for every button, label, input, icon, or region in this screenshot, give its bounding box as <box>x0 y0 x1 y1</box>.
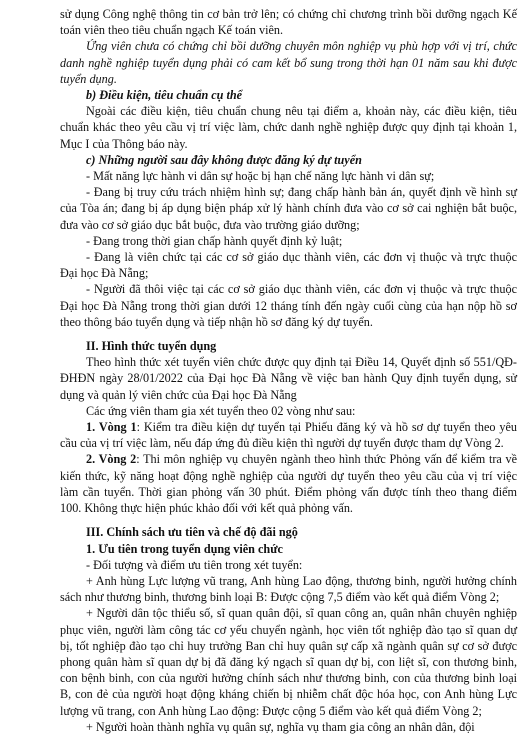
list-item-c4: - Đang là viên chức tại các cơ sở giáo dục thành viên, các đơn vị thuộc và trực thuộc Đại học Đà Nẵng; <box>60 250 517 281</box>
heading-section-ii: II. Hình thức tuyển dụng <box>86 339 217 354</box>
paragraph-continuation: sử dụng Công nghệ thông tin cơ bản trở lên; có chứng chỉ chương trình bồi dưỡng ngạch Kế toán viên theo tiêu chuẩn ngạch Kế toán viên. <box>60 7 517 38</box>
priority-intro: - Đối tượng và điểm ưu tiên trong xét tuyển: <box>86 557 303 572</box>
heading-c: c) Những người sau đây không được đăng ký dự tuyển <box>86 152 362 167</box>
heading-section-iii: III. Chính sách ưu tiên và chế độ đãi ngộ <box>86 525 298 540</box>
priority-item-2: + Người dân tộc thiểu số, sĩ quan quân đội, sĩ quan công an, quân nhân chuyên nghiệp phục viên, người làm công tác cơ yếu chuyển ngành, học viên tốt nghiệp đào tạo sĩ quan dự bị, tốt nghiệp đào tạo chỉ huy trưởng Ban chỉ huy quân sự cấp xã ngành quân sự cơ sở được phong quân hàm sĩ quan dự bị đã đăng ký ngạch sĩ quan dự bị, con liệt sĩ, con thương binh, con bệnh binh, con của người hưởng chính sách như thương binh, con của thương binh loại B, con đẻ của người hoạt động kháng chiến bị nhiễm chất độc hóa học, con Anh hùng Lực lượng vũ trang, con Anh hùng Lao động: Được cộng 5 điểm vào kết quả điểm Vòng 2; <box>60 606 517 718</box>
heading-b: b) Điều kiện, tiêu chuẩn cụ thể <box>86 88 243 103</box>
priority-item-1: + Anh hùng Lực lượng vũ trang, Anh hùng Lao động, thương binh, người hưởng chính sách như thương binh, thương binh loại B: Được cộng 7,5 điểm vào kết quả điểm Vòng 2; <box>60 573 517 605</box>
heading-section-iii-1: 1. Ưu tiên trong tuyển dụng viên chức <box>86 541 283 556</box>
paragraph-ii: Theo hình thức xét tuyển viên chức được quy định tại Điều 14, Quyết định số 551/QĐ-ĐHĐN ngày 28/01/2022 của Đại học Đà Nẵng về việc ban hành Quy định tuyển dụng, sử dụng và quản lý viên chức của Đại học Đà Nẵng <box>60 355 517 402</box>
list-item-c2: - Đang bị truy cứu trách nhiệm hình sự; đang chấp hành bản án, quyết định về hình sự của Tòa án; đang bị áp dụng biện pháp xử lý hành chính đưa vào cơ sở cai nghiện bắt buộc, đưa vào cơ sở giáo dục bắt buộc, đưa vào trường giáo dưỡng; <box>60 185 517 232</box>
round-2-label: 2. Vòng 2 <box>86 452 137 467</box>
paragraph-b: Ngoài các điều kiện, tiêu chuẩn chung nêu tại điểm a, khoản này, các điều kiện, tiêu chuẩn khác theo yêu cầu vị trí việc làm, chức danh nghề nghiệp được quy định tại khoản 1, Mục I của Thông báo này. <box>60 104 517 151</box>
list-item-c1: - Mất năng lực hành vi dân sự hoặc bị hạn chế năng lực hành vi dân sự; <box>86 169 435 184</box>
paragraph-rounds-intro: Các ứng viên tham gia xét tuyển theo 02 vòng như sau: <box>86 403 356 418</box>
paragraph-note: Ứng viên chưa có chứng chỉ bồi dưỡng chuyên môn nghiệp vụ phù hợp với vị trí, chức danh nghề nghiệp tuyển dụng phải có cam kết bổ sung trong thời hạn 01 năm sau khi được tuyển dụng. <box>60 39 517 86</box>
round-1 <box>60 419 517 451</box>
round-2-text: : Thi môn nghiệp vụ chuyên ngành theo hình thức Phỏng vấn để kiểm tra về kiến thức, kỹ năng hoạt động nghề nghiệp của người dự tuyển theo yêu cầu của vị trí việc làm cần tuyển. Thời gian phỏng vấn 30 phút. Điểm phỏng vấn được tính theo thang điểm 100. Không thực hiện phúc khảo đối với kết quả phỏng vấn. <box>60 452 518 516</box>
round-2 <box>60 451 517 516</box>
round-1-label: 1. Vòng 1 <box>86 420 137 435</box>
priority-item-3: + Người hoàn thành nghĩa vụ quân sự, nghĩa vụ tham gia công an nhân dân, đội <box>86 719 475 734</box>
list-item-c3: - Đang trong thời gian chấp hành quyết định kỷ luật; <box>86 233 343 248</box>
round-1-text: : Kiểm tra điều kiện dự tuyển tại Phiếu đăng ký và hồ sơ dự tuyển theo yêu cầu của vị trí việc làm, nếu đáp ứng đủ điều kiện thì người dự tuyển được tham dự Vòng 2. <box>60 420 518 451</box>
list-item-c5: - Người đã thôi việc tại các cơ sở giáo dục thành viên, các đơn vị thuộc và trực thuộc Đại học Đà Nẵng trong thời gian dưới 12 tháng tính đến ngày cuối cùng của hạn nộp hồ sơ theo thông báo tuyển dụng và tiếp nhận hồ sơ đăng ký dự tuyển. <box>60 282 517 329</box>
